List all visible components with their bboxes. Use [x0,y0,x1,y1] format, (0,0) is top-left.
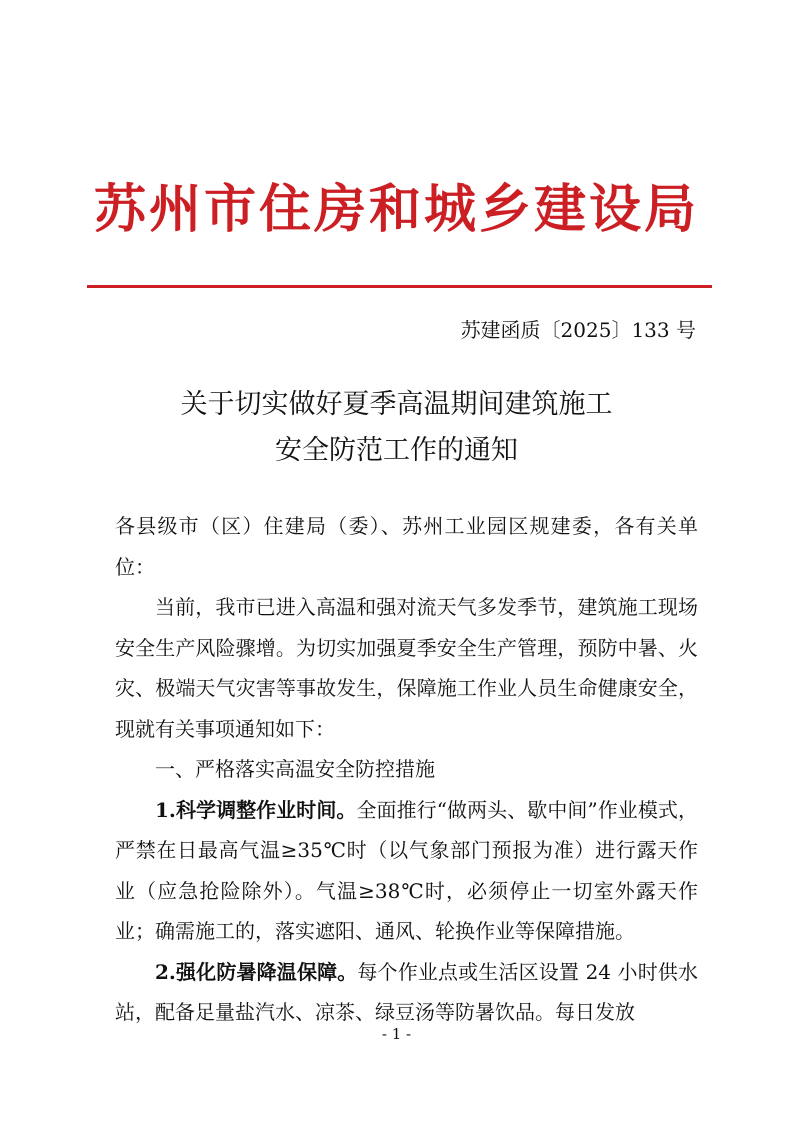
red-divider-rule [87,285,712,288]
item-1-text: 全面推行“做两头、歇中间”作业模式，严禁在日最高气温≥35℃时（以气象部门预报为准）进行露天作业（应急抢险除外）。气温≥38℃时，必须停止一切室外露天作业；确需施工的，落实遮阳、通风、轮换作业等保障措施。 [115,797,698,943]
salutation: 各县级市（区）住建局（委）、苏州工业园区规建委，各有关单位： [115,514,698,579]
agency-letterhead: 苏州市住房和城乡建设局 [93,179,699,240]
page-number: - 1 - [381,1025,412,1043]
section-heading-1: 一、严格落实高温安全防控措施 [155,757,435,781]
item-2-text: 每个作业点或生活区设置 24 小时供水站，配备足量盐汽水、凉茶、绿豆汤等防暑饮品。每日发放 [115,959,698,1024]
item-1-lead: 1.科学调整作业时间。 [155,797,357,822]
item-2-lead: 2.强化防暑降温保障。 [155,959,358,984]
document-title [0,382,793,474]
item-1-paragraph [115,790,698,952]
title-line-2: 安全防范工作的通知 [275,435,518,466]
intro-paragraph: 当前，我市已进入高温和强对流天气多发季节，建筑施工现场安全生产风险骤增。为切实加强夏季安全生产管理，预防中暑、火灾、极端天气灾害等事故发生，保障施工作业人员生命健康安全，现就有关事项通知如下： [115,595,698,741]
title-line-1: 关于切实做好夏季高温期间建筑施工 [180,389,613,420]
document-number: 苏建函质〔2025〕133 号 [460,318,696,342]
document-body [115,506,698,1033]
item-2-paragraph [115,952,698,1033]
